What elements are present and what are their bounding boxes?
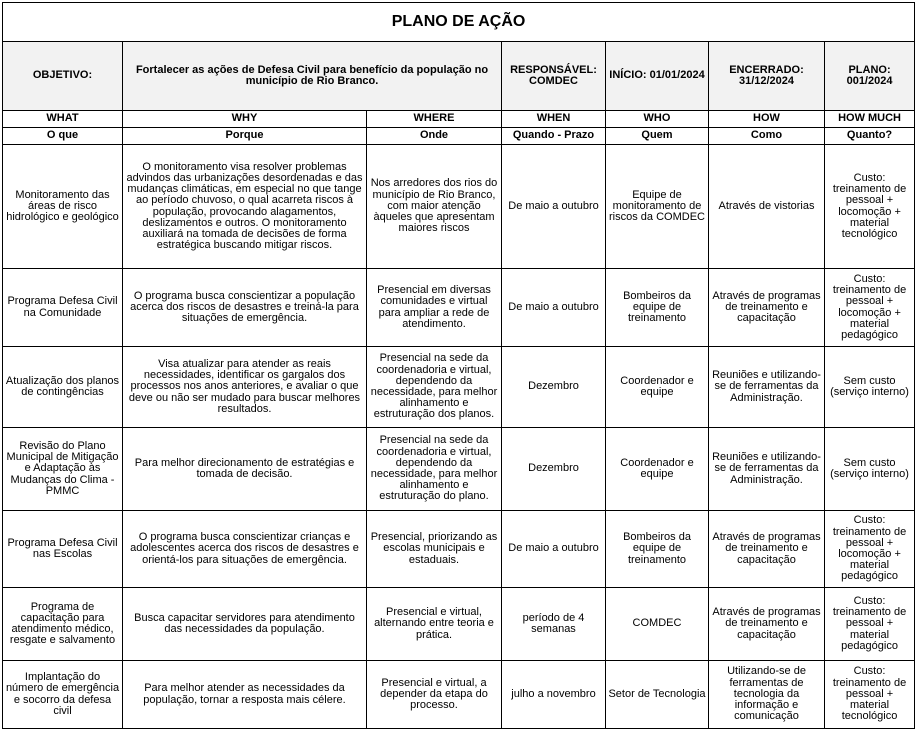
column-header-quem: Quem — [606, 128, 709, 145]
table-row — [3, 269, 915, 347]
cell-where: Presencial, priorizando as escolas municipais e estaduais. — [367, 511, 502, 588]
cell-when: De maio a outubro — [502, 145, 606, 269]
column-header-who: WHO — [606, 111, 709, 128]
column-header-porque: Porque — [123, 128, 367, 145]
cell-how-much: Custo: treinamento de pessoal + locomoção + material pedagógico — [825, 511, 915, 588]
cell-how-much: Custo: treinamento de pessoal + material tecnológico — [825, 661, 915, 729]
encerrado-cell: ENCERRADO: 31/12/2024 — [709, 42, 825, 111]
cell-what: Programa Defesa Civil na Comunidade — [3, 269, 123, 347]
cell-where: Presencial e virtual, a depender da etapa do processo. — [367, 661, 502, 729]
cell-why: Visa atualizar para atender as reais necessidades, identificar os gargalos dos processos nos anos anteriores, e avaliar o que deve ou não ser mudado para buscar melhores resultados. — [123, 347, 367, 428]
cell-when: De maio a outubro — [502, 511, 606, 588]
column-header-o-que: O que — [3, 128, 123, 145]
cell-when: período de 4 semanas — [502, 588, 606, 661]
table-row — [3, 588, 915, 661]
column-header-onde: Onde — [367, 128, 502, 145]
cell-why: Para melhor direcionamento de estratégias e tomada de decisão. — [123, 428, 367, 511]
cell-how-much: Custo: treinamento de pessoal + material pedagógico — [825, 588, 915, 661]
cell-what: Revisão do Plano Municipal de Mitigação e Adaptação às Mudanças do Clima - PMMC — [3, 428, 123, 511]
cell-how: Utilizando-se de ferramentas de tecnologia da informação e comunicação — [709, 661, 825, 729]
cell-who: Setor de Tecnologia — [606, 661, 709, 729]
column-header-what: WHAT — [3, 111, 123, 128]
responsavel-cell: RESPONSÁVEL: COMDEC — [502, 42, 606, 111]
column-header-quando: Quando - Prazo — [502, 128, 606, 145]
cell-where: Presencial na sede da coordenadoria e virtual, dependendo da necessidade, para melhor alinhamento e estruturação dos planos. — [367, 347, 502, 428]
cell-where: Presencial na sede da coordenadoria e virtual, dependendo da necessidade, para melhor alinhamento e estruturação do plano. — [367, 428, 502, 511]
cell-how: Reuniões e utilizando-se de ferramentas da Administração. — [709, 347, 825, 428]
cell-where: Presencial e virtual, alternando entre teoria e prática. — [367, 588, 502, 661]
plano-cell: PLANO: 001/2024 — [825, 42, 915, 111]
inicio-cell: INÍCIO: 01/01/2024 — [606, 42, 709, 111]
cell-what: Monitoramento das áreas de risco hidrológico e geológico — [3, 145, 123, 269]
table-row — [3, 661, 915, 729]
cell-how: Através de programas de treinamento e capacitação — [709, 511, 825, 588]
column-header-how-much: HOW MUCH — [825, 111, 915, 128]
cell-what: Programa Defesa Civil nas Escolas — [3, 511, 123, 588]
page-title: PLANO DE AÇÃO — [3, 3, 915, 42]
table-row — [3, 145, 915, 269]
table-row — [3, 428, 915, 511]
cell-why: O programa busca conscientizar a população acerca dos riscos de desastres e treiná-la para situações de emergência. — [123, 269, 367, 347]
cell-who: COMDEC — [606, 588, 709, 661]
cell-when: Dezembro — [502, 347, 606, 428]
cell-how: Reuniões e utilizando-se de ferramentas da Administração. — [709, 428, 825, 511]
cell-why: Busca capacitar servidores para atendimento das necessidades da população. — [123, 588, 367, 661]
cell-who: Bombeiros da equipe de treinamento — [606, 269, 709, 347]
cell-how: Através de programas de treinamento e capacitação — [709, 269, 825, 347]
cell-who: Coordenador e equipe — [606, 428, 709, 511]
table-row — [3, 347, 915, 428]
table-row — [3, 511, 915, 588]
column-header-como: Como — [709, 128, 825, 145]
cell-how: Através de programas de treinamento e capacitação — [709, 588, 825, 661]
column-header-why: WHY — [123, 111, 367, 128]
cell-how-much: Custo: treinamento de pessoal + locomoção + material tecnológico — [825, 145, 915, 269]
cell-what: Implantação do número de emergência e socorro da defesa civil — [3, 661, 123, 729]
column-header-where: WHERE — [367, 111, 502, 128]
cell-why: O programa busca conscientizar crianças e adolescentes acerca dos riscos de desastres e orientá-los para situações de emergência. — [123, 511, 367, 588]
cell-when: De maio a outubro — [502, 269, 606, 347]
cell-how-much: Custo: treinamento de pessoal + locomoção + material pedagógico — [825, 269, 915, 347]
cell-who: Equipe de monitoramento de riscos da COMDEC — [606, 145, 709, 269]
cell-how-much: Sem custo (serviço interno) — [825, 428, 915, 511]
cell-when: Dezembro — [502, 428, 606, 511]
column-header-how: HOW — [709, 111, 825, 128]
cell-where: Presencial em diversas comunidades e virtual para ampliar a rede de atendimento. — [367, 269, 502, 347]
objetivo-label: OBJETIVO: — [3, 42, 123, 111]
cell-where: Nos arredores dos rios do município de Rio Branco, com maior atenção àqueles que apresentam maiores riscos — [367, 145, 502, 269]
cell-what: Programa de capacitação para atendimento médico, resgate e salvamento — [3, 588, 123, 661]
action-plan-table — [2, 2, 915, 729]
cell-how-much: Sem custo (serviço interno) — [825, 347, 915, 428]
cell-what: Atualização dos planos de contingências — [3, 347, 123, 428]
objetivo-text: Fortalecer as ações de Defesa Civil para benefício da população no município de Rio Branco. — [123, 42, 502, 111]
cell-why: Para melhor atender as necessidades da população, tornar a resposta mais célere. — [123, 661, 367, 729]
column-header-quanto: Quanto? — [825, 128, 915, 145]
cell-how: Através de vistorias — [709, 145, 825, 269]
cell-who: Coordenador e equipe — [606, 347, 709, 428]
cell-why: O monitoramento visa resolver problemas advindos das urbanizações desordenadas e das mudanças climáticas, em especial no que tange ao período chuvoso, o qual acarreta riscos à população, provocando alagamentos, deslizamentos e outros. O monitoramento auxiliará na tomada de decisões de forma estratégica buscando mitigar riscos. — [123, 145, 367, 269]
column-header-when: WHEN — [502, 111, 606, 128]
cell-when: julho a novembro — [502, 661, 606, 729]
cell-who: Bombeiros da equipe de treinamento — [606, 511, 709, 588]
